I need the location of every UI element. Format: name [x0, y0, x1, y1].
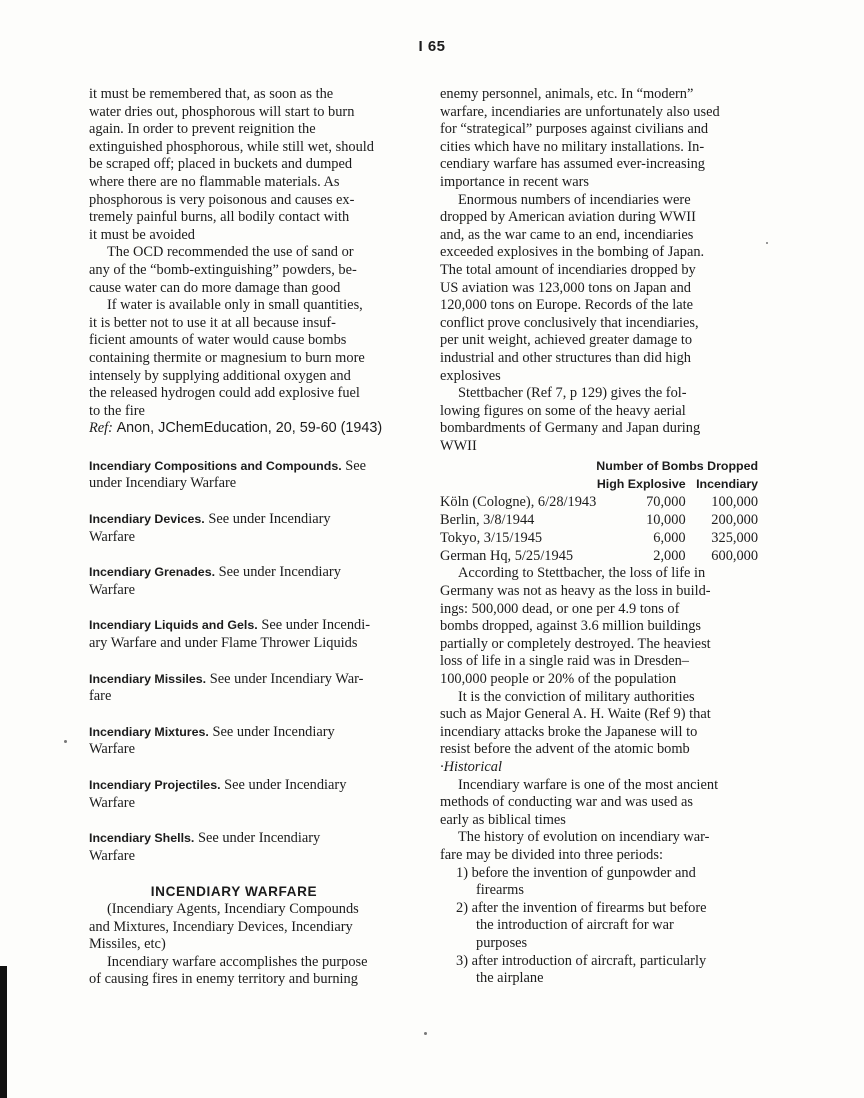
text-line: Stettbacher (Ref 7, p 129) gives the fol- — [458, 385, 687, 402]
text-line: it must be remembered that, as soon as the — [89, 86, 334, 102]
text-line: methods of conducting war and was used as — [440, 794, 693, 811]
left-paragraph-2 — [89, 244, 419, 297]
text-line: warfare, incendiaries are unfortunately also used — [440, 103, 720, 120]
text-line: The total amount of incendiaries dropped by — [440, 261, 696, 278]
entry-see: See under Incendiary — [212, 723, 335, 740]
entry-continuation: Warfare — [89, 528, 135, 545]
text-line: importance in recent wars — [440, 173, 590, 190]
entry-continuation: Warfare — [89, 741, 135, 758]
text-line: The OCD recommended the use of sand or — [107, 244, 354, 261]
page-number: I 65 — [418, 38, 446, 55]
text-line: The history of evolution on incendiary war- — [458, 829, 710, 846]
text-line: intensely by supplying additional oxygen and — [89, 367, 351, 384]
left-paragraph-1 — [89, 86, 419, 244]
entry-continuation: Warfare — [89, 581, 135, 598]
text-line: exceeded explosives in the bombing of Japan. — [440, 244, 705, 261]
text-line: and, as the war came to an end, incendiaries — [440, 226, 694, 243]
text-line: conflict prove conclusively that incendiaries, — [440, 314, 699, 331]
text-line: (Incendiary Agents, Incendiary Compounds — [107, 900, 359, 917]
text-line: bombs dropped, against 3.6 million buildings — [440, 618, 702, 635]
right-paragraph-5 — [440, 689, 760, 759]
text-line: If water is available only in small quantities, — [107, 297, 363, 314]
entry-continuation: ary Warfare and under Flame Thrower Liquids — [89, 635, 358, 652]
text-line: bombardments of Germany and Japan during — [440, 420, 701, 437]
left-paragraph-3 — [89, 297, 419, 420]
text-line: again. In order to prevent reignition the — [89, 121, 316, 138]
list-text: after introduction of aircraft, particularly — [471, 952, 707, 969]
table-row — [440, 547, 758, 565]
table-group-header-row — [440, 457, 758, 475]
table-header-row — [440, 475, 758, 493]
historical-heading: ·Historical — [440, 759, 502, 775]
text-line: be scraped off; placed in buckets and dumped — [89, 156, 353, 173]
left-column — [89, 86, 419, 989]
table-cell-high-explosive: 10,000 — [646, 511, 686, 528]
table-row — [440, 511, 758, 529]
text-line: to the fire — [89, 402, 145, 419]
table-cell-incendiary: 200,000 — [711, 511, 759, 528]
text-line: dropped by American aviation during WWII — [440, 209, 696, 226]
list-number: 3) — [456, 952, 468, 969]
entry-continuation: under Incendiary Warfare — [89, 475, 237, 492]
entry-term: Incendiary Liquids and Gels. — [89, 618, 258, 633]
text-line: cendiary warfare has assumed ever-increasing — [440, 156, 706, 173]
text-line: extinguished phosphorous, while still wet, should — [89, 138, 375, 155]
entry-continuation: fare — [89, 688, 112, 705]
entry-term: Incendiary Compositions and Compounds. — [89, 458, 342, 473]
text-line: Enormous numbers of incendiaries were — [458, 191, 691, 208]
column-header-high-explosive: High Explosive — [596, 476, 686, 491]
text-line: explosives — [440, 367, 501, 384]
index-entry — [89, 564, 419, 599]
text-line: containing thermite or magnesium to burn more — [89, 349, 365, 366]
text-line: Germany was not as heavy as the loss in build- — [440, 583, 711, 600]
text-line: ficient amounts of water would cause bombs — [89, 332, 347, 349]
reference-label: Ref: — [89, 420, 113, 437]
entry-term: Incendiary Projectiles. — [89, 778, 221, 792]
text-line: where there are no flammable materials. As — [89, 173, 340, 190]
right-column — [440, 86, 760, 988]
text-line: enemy personnel, animals, etc. In “modern” — [440, 86, 694, 102]
entry-see: See under Incendiary — [218, 564, 341, 581]
text-line: any of the “bomb-extinguishing” powders, be- — [89, 261, 357, 278]
text-line: Incendiary warfare is one of the most ancient — [458, 776, 719, 793]
text-line: tremely painful burns, all bodily contact with — [89, 209, 350, 226]
table-cell-place: German Hq, 5/25/1945 — [440, 547, 574, 564]
table-row — [440, 529, 758, 547]
table-row — [440, 493, 758, 511]
entry-term: Incendiary Grenades. — [89, 565, 216, 580]
right-paragraph-7 — [440, 829, 760, 864]
entry-see: See under Incendiary — [224, 777, 347, 793]
index-entry — [89, 671, 419, 706]
text-line: lowing figures on some of the heavy aerial — [440, 402, 686, 419]
text-line: Missiles, etc) — [89, 936, 166, 953]
right-paragraph-3 — [440, 385, 760, 455]
list-text: after the invention of firearms but before — [471, 899, 707, 916]
index-entry — [89, 511, 419, 546]
table-cell-high-explosive: 70,000 — [646, 493, 686, 510]
table-cell-place: Köln (Cologne), 6/28/1943 — [440, 493, 597, 510]
text-line: and Mixtures, Incendiary Devices, Incendiary — [89, 918, 353, 935]
reference — [89, 420, 419, 438]
text-line: industrial and other structures than did high — [440, 349, 691, 366]
text-line: such as Major General A. H. Waite (Ref 9) that — [440, 706, 711, 723]
list-item — [440, 900, 760, 918]
entry-see: See under Incendiary — [208, 511, 331, 528]
text-line: According to Stettbacher, the loss of life in — [458, 565, 706, 582]
text-line: the released hydrogen could add explosive fuel — [89, 385, 360, 402]
list-text: before the invention of gunpowder and — [471, 864, 696, 881]
list-item-continuation: purposes — [476, 934, 528, 951]
text-line: phosphorous is very poisonous and causes ex- — [89, 191, 355, 208]
text-line: It is the conviction of military authorities — [458, 688, 695, 705]
table-cell-incendiary: 325,000 — [711, 529, 759, 546]
text-line: of causing fires in enemy territory and burning — [89, 971, 358, 988]
entry-see: See under Incendiary — [197, 830, 321, 847]
entry-term: Incendiary Missiles. — [89, 671, 207, 686]
section-subhead — [89, 901, 419, 954]
entry-see: See under Incendiary War- — [209, 670, 364, 687]
table-group-header: Number of Bombs Dropped — [596, 458, 759, 473]
scan-speck — [766, 242, 768, 244]
entry-continuation: Warfare — [89, 847, 135, 864]
text-line: it is better not to use it at all because insuf- — [89, 314, 336, 331]
entry-term: Incendiary Devices. — [89, 512, 205, 527]
text-line: fare may be divided into three periods: — [440, 846, 663, 863]
entry-continuation: Warfare — [89, 794, 135, 811]
text-line: partially or completely destroyed. The heaviest — [440, 635, 711, 652]
text-line: cities which have no military installations. In- — [440, 138, 705, 155]
index-entry — [89, 830, 419, 865]
text-line: loss of life in a single raid was in Dresden– — [440, 653, 689, 670]
scan-edge-bar — [0, 966, 7, 1098]
entry-term: Incendiary Mixtures. — [89, 724, 209, 739]
index-entry — [89, 777, 419, 812]
text-line: Incendiary warfare accomplishes the purpose — [107, 953, 368, 970]
bombs-table — [440, 457, 758, 565]
text-line: water dries out, phosphorous will start to burn — [89, 103, 355, 120]
text-line: incendiary attacks broke the Japanese will to — [440, 723, 698, 740]
text-line: WWII — [440, 437, 477, 454]
table-cell-high-explosive: 2,000 — [653, 547, 686, 564]
index-entry — [89, 724, 419, 759]
right-paragraph-4 — [440, 565, 760, 688]
table-cell-incendiary: 600,000 — [711, 547, 759, 564]
text-line: per unit weight, achieved greater damage to — [440, 332, 693, 349]
entry-term: Incendiary Shells. — [89, 831, 195, 846]
right-paragraph-2 — [440, 192, 760, 386]
section-heading: INCENDIARY WARFARE — [150, 884, 318, 900]
table-cell-incendiary: 100,000 — [711, 493, 759, 510]
text-line: cause water can do more damage than good — [89, 279, 341, 296]
list-item — [440, 865, 760, 883]
table-cell-high-explosive: 6,000 — [653, 529, 686, 546]
text-line: for “strategical” purposes against civilians and — [440, 121, 709, 138]
list-item-continuation: the introduction of aircraft for war — [476, 917, 674, 934]
text-line: ings: 500,000 dead, or one per 4.9 tons of — [440, 600, 680, 617]
list-item-continuation: firearms — [476, 882, 524, 899]
list-item-continuation: the airplane — [476, 970, 544, 987]
periods-list — [440, 865, 760, 988]
list-item — [440, 953, 760, 971]
table-cell-place: Tokyo, 3/15/1945 — [440, 529, 543, 546]
entry-see: See — [345, 457, 367, 474]
right-paragraph-1 — [440, 86, 760, 192]
text-line: it must be avoided — [89, 226, 195, 243]
right-paragraph-6 — [440, 777, 760, 830]
text-line: early as biblical times — [440, 811, 566, 828]
text-line: 100,000 people or 20% of the population — [440, 671, 677, 688]
entry-see: See under Incendi- — [261, 617, 370, 634]
index-entry — [89, 617, 419, 652]
list-number: 2) — [456, 899, 468, 916]
scan-speck — [424, 1032, 427, 1035]
left-paragraph-4 — [89, 954, 419, 989]
text-line: 120,000 tons on Europe. Records of the late — [440, 297, 693, 314]
scan-speck — [64, 740, 67, 743]
reference-text: Anon, JChemEducation, 20, 59-60 (1943) — [116, 420, 383, 437]
text-line: US aviation was 123,000 tons on Japan and — [440, 279, 692, 296]
table-cell-place: Berlin, 3/8/1944 — [440, 511, 535, 528]
index-entry — [89, 458, 419, 493]
list-number: 1) — [456, 864, 468, 881]
text-line: resist before the advent of the atomic bomb — [440, 741, 690, 758]
column-header-incendiary: Incendiary — [696, 476, 759, 491]
